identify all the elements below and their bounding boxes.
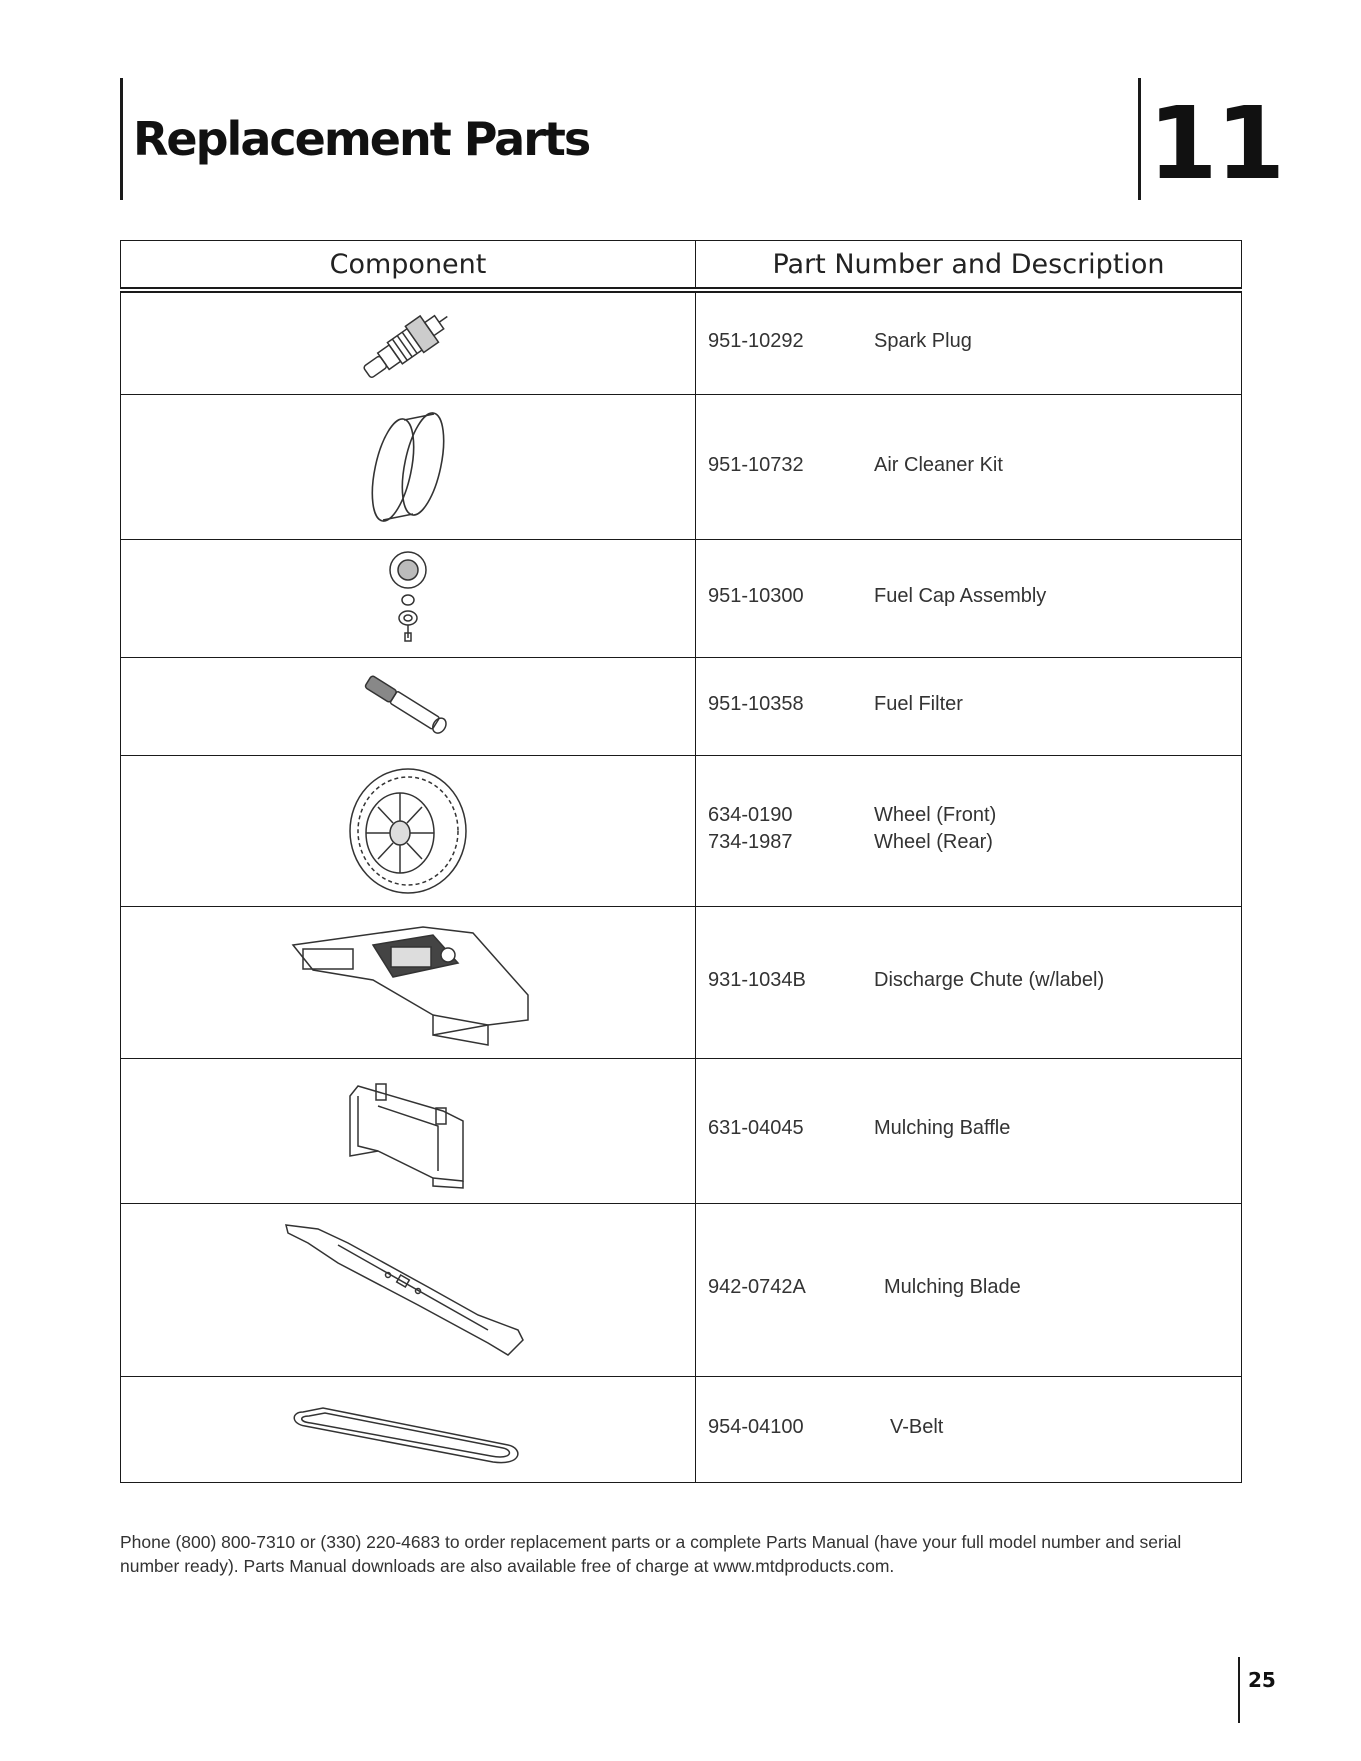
part-description: Mulching Baffle	[874, 1117, 1011, 1140]
page-title: Replacement Parts	[133, 112, 590, 166]
part-number: 951-10358	[708, 692, 804, 715]
table-row	[121, 906, 1242, 1058]
part-description: Air Cleaner Kit	[874, 453, 1003, 476]
mulching-baffle-icon	[338, 1066, 478, 1196]
component-cell	[121, 539, 696, 657]
part-number: 931-1034B	[708, 969, 806, 992]
fuel-filter-icon	[353, 666, 463, 746]
spark-plug-icon	[348, 304, 468, 384]
part-number: 631-04045	[708, 1117, 804, 1140]
part-description: Fuel Cap Assembly	[874, 584, 1047, 607]
part-cell	[696, 1059, 1242, 1203]
part-number: 734-1987	[708, 830, 793, 853]
component-cell	[121, 906, 696, 1058]
part-cell	[696, 1377, 1242, 1483]
part-cell	[696, 1203, 1242, 1377]
part-cell	[696, 290, 1242, 395]
part-description: Wheel (Rear)	[874, 830, 993, 853]
component-cell	[121, 755, 696, 906]
component-cell	[121, 657, 696, 755]
part-cell	[696, 657, 1242, 755]
table-row	[121, 657, 1242, 755]
part-number: 951-10292	[708, 330, 804, 353]
part-description: Mulching Blade	[884, 1276, 1021, 1299]
component-cell	[121, 1203, 696, 1377]
v-belt-icon	[283, 1390, 533, 1470]
part-number: 951-10732	[708, 453, 804, 476]
component-cell	[121, 395, 696, 539]
mulching-blade-icon	[278, 1215, 538, 1365]
part-description: Fuel Filter	[874, 692, 963, 715]
table-row	[121, 755, 1242, 906]
table-header-row	[121, 241, 1242, 291]
table-row	[121, 395, 1242, 539]
part-cell	[696, 539, 1242, 657]
fuel-cap-icon	[378, 548, 438, 648]
title-rule	[120, 78, 123, 200]
ordering-note: Phone (800) 800-7310 or (330) 220-4683 to order replacement parts or a complete Parts Manual (have your full model number and serial number ready). Parts Manual downloads are also available free of charge at www.mtdproducts.com.	[120, 1532, 1182, 1576]
wheel-icon	[338, 761, 478, 901]
parts-table	[120, 240, 1242, 1483]
part-number: 951-10300	[708, 584, 804, 607]
table-row	[121, 290, 1242, 395]
part-description: Spark Plug	[874, 330, 972, 353]
part-number: 954-04100	[708, 1416, 804, 1438]
page-number: 25	[1248, 1668, 1276, 1692]
part-cell	[696, 755, 1242, 906]
table-row	[121, 1203, 1242, 1377]
part-number: 942-0742A	[708, 1276, 806, 1299]
part-number: 634-0190	[708, 803, 793, 826]
chapter-number: 11	[1148, 85, 1284, 202]
page-number-rule	[1238, 1657, 1240, 1723]
air-cleaner-icon	[353, 402, 463, 532]
discharge-chute-icon	[273, 915, 543, 1050]
part-cell	[696, 395, 1242, 539]
part-description: Wheel (Front)	[874, 803, 997, 826]
column-header-part: Part Number and Description	[696, 241, 1242, 291]
table-row	[121, 1377, 1242, 1483]
component-cell	[121, 1059, 696, 1203]
table-row	[121, 539, 1242, 657]
chapter-rule	[1138, 78, 1141, 200]
part-description: Discharge Chute (w/label)	[874, 969, 1105, 992]
component-cell	[121, 290, 696, 395]
table-row	[121, 1059, 1242, 1203]
part-cell	[696, 906, 1242, 1058]
part-description: V-Belt	[890, 1416, 944, 1438]
component-cell	[121, 1377, 696, 1483]
column-header-component: Component	[121, 241, 696, 291]
